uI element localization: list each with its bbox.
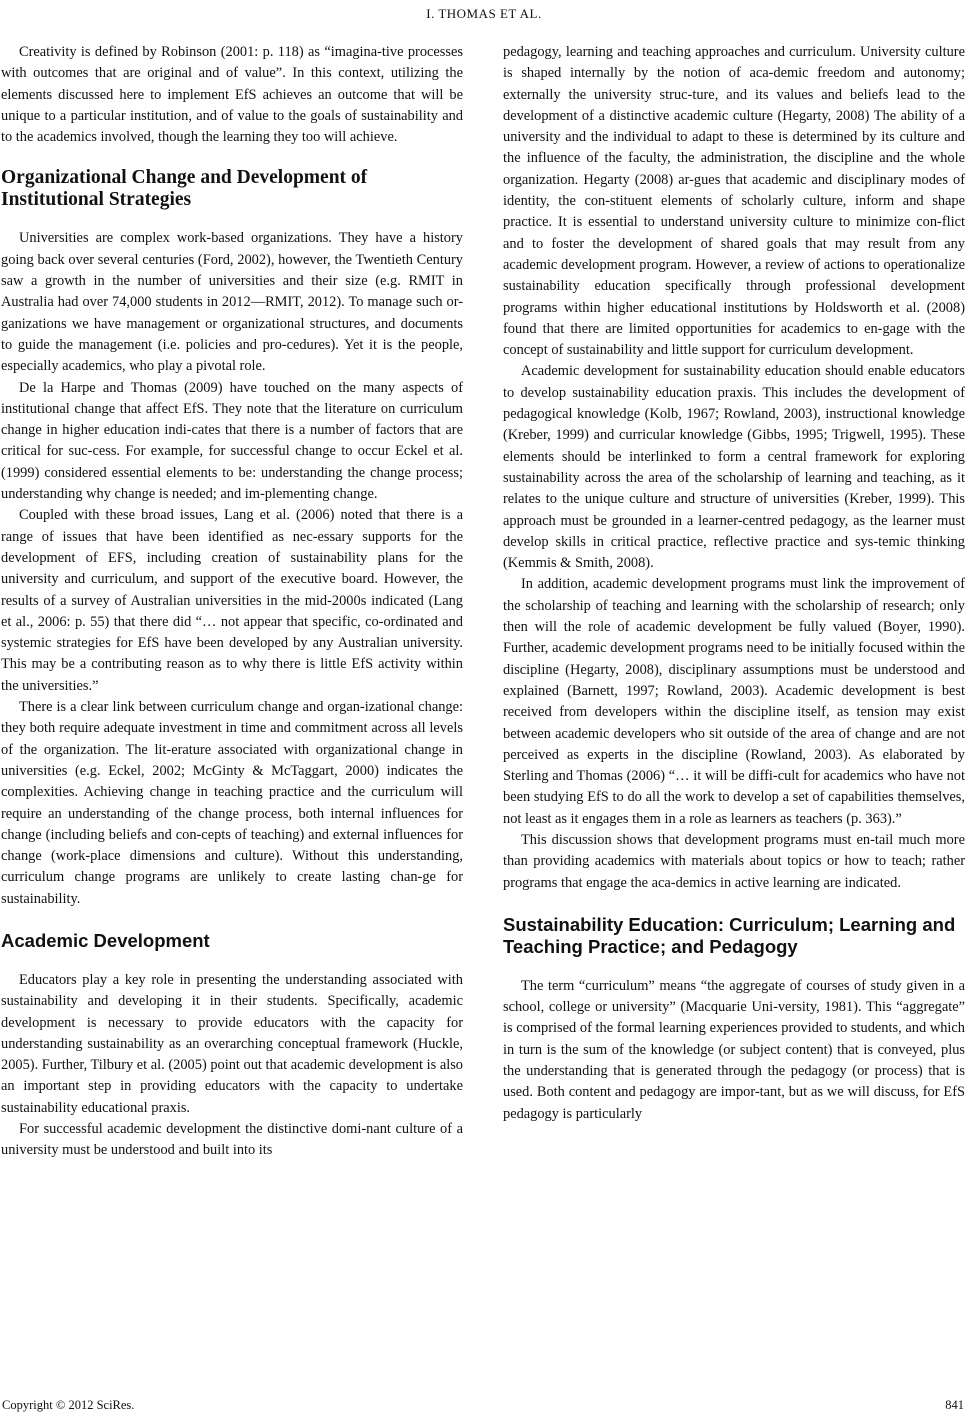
paragraph: pedagogy, learning and teaching approaches and curriculum. University culture is shaped internally by the notion of aca-demic freedom and autonomy; externally the university struc-ture, and its values and beliefs lead to the development of a distinctive academic culture (Hegarty, 2008) The ability of a university and the individual to adapt to these is determined by its culture and the influence of the faculty, the administration, the discipline and the whole organization. Hegarty (2008) ar-gues that academic and disciplinary modes of identity, the con-stituent elements of scholarly culture, inform and shape practice. It is essential to understand university culture to minimize con-flict and to foster the development of shared goals that may result from any academic development program. However, a review of actions to operationalize sustainability education specifically through professional development programs within higher educational institutions by Holdsworth et al. (2008) found that there are limited opportunities for academics to en-gage with the concept of sustainability and little support for curriculum development. — [503, 44, 965, 359]
paragraph: De la Harpe and Thomas (2009) have touched on the many aspects of institutional change that affect EfS. They note that the literature on curriculum change in higher education indi-cates that there is a number of factors that are critical for suc-cess. For example, for successful change to occur Eckel et al. (1999) considered essential elements to be: understanding the change process; understanding why change is needed; and im-plementing change. — [1, 379, 463, 503]
paragraph: Creativity is defined by Robinson (2001: p. 118) as “imagina-tive processes with outcomes that are original and of value”. In this context, utilizing the elements discussed here to implement EfS achieves an outcome that will be unique to a particular institution, and of value to the goals of sustainability and to the academics involved, though the learning they too will achieve. — [1, 44, 463, 146]
paragraph: Academic development for sustainability education should enable educators to develop sustainability education praxis. This includes the development of pedagogical knowledge (Kolb, 1967; Rowland, 2003), instructional knowledge (Kreber, 1999) and curricular knowledge (Gibbs, 1995; Trigwell, 1995). These elements should be interlinked to form a central framework for exploring sustainability across the area of the scholarship of learning and teaching, as it relates to the unique culture and structure of universities (Kreber, 1999). This approach must be grounded in a learner-centred pedagogy, as the learner must develop skills in critical practice, reflective practice and sys-temic thinking (Kemmis & Smith, 2008). — [503, 363, 965, 572]
copyright-notice: Copyright © 2012 SciRes. — [2, 1398, 135, 1412]
section-heading-organizational-change: Organizational Change and Development of Institutional Strategies — [1, 167, 368, 211]
paragraph: Universities are complex work-based organizations. They have a history going back over several centuries (Ford, 2002), however, the Twentieth Century saw a growth in the number of universities and their size (e.g. RMIT in Australia had over 74,000 students in 2012—RMIT, 2012). To manage such or-ganizations we have management or organizational structures, and documents to guide the management (i.e. policies and pro-cedures). Yet it is the people, especially academics, who play a pivotal role. — [1, 230, 463, 375]
running-head: I. THOMAS ET AL. — [426, 6, 542, 21]
left-column — [1, 42, 463, 1162]
section-heading-sustainability-education: Sustainability Education: Curriculum; Learning and Teaching Practice; and Pedagogy — [503, 913, 956, 957]
paragraph: Coupled with these broad issues, Lang et al. (2006) noted that there is a range of issues that have been identified as nec-essary supports for the development of EFS, including creation of sustainability plans for the university and curriculum, and support of the executive board. However, the results of a survey of Australian universities in the mid-2000s indicated (Lang et al., 2006: p. 55) that there did “… not appear that specific, co-ordinated and systemic strategies for EfS have been developed by any Australian university. This may be a contributing reason as to why there is little EfS activity within the universities.” — [1, 507, 463, 694]
paragraph: In addition, academic development programs must link the improvement of the scholarship of teaching and learning with the scholarship of research; only then will the role of academic development be fully valued (Boyer, 1990). Further, academic development programs need to be initially focused within the discipline (Hegarty, 2008), disciplinary assumptions must be understood and explained (Barnett, 1997; Rowland, 2003). Academic development is best received from developers within the discipline itself, as tension may exist between academic developers who sit outside of the area of change and are not perceived as experts in the discipline (Rowland, 2003). As elaborated by Sterling and Thomas (2006) “… it will be diffi-cult for academics who have not been studying EfS to do all the work to develop a set of capabilities themselves, not least as it engages them in a role as learners as teachers (p. 363).” — [503, 576, 965, 827]
page-number: 841 — [945, 1398, 964, 1412]
paragraph: For successful academic development the distinctive domi-nant culture of a university must be understood and built into its — [1, 1121, 463, 1159]
section-heading-academic-development: Academic Development — [1, 929, 210, 951]
right-column — [503, 42, 965, 1125]
paragraph: The term “curriculum” means “the aggregate of courses of study given in a school, college or university” (Macquarie Uni-versity, 1981). This “aggregate” is comprised of the formal learning experiences provided to students, and which in turn is the sum of the knowledge (or subject content) that is conveyed, plus the understanding that is generated through the pedagogy (or process) that is used. Both content and pedagogy are impor-tant, but as we will discuss, for EfS pedagogy is particularly — [503, 977, 965, 1122]
paragraph: This discussion shows that development programs must en-tail much more than providing academics with materials about topics or how to teach; rather programs that engage the aca-demics in active learning are indicated. — [503, 831, 965, 891]
paragraph: Educators play a key role in presenting the understanding associated with sustainability and developing it in their students. Specifically, academic development is necessary to provide educators with the capacity for understanding sustainability as an overarching conceptual framework (Huckle, 2005). Further, Tilbury et al. (2005) point out that academic development is also an important step in providing educators with the capacity to undertake sustainability educational praxis. — [1, 971, 463, 1116]
paragraph: There is a clear link between curriculum change and organ-izational change: they both require adequate investment in time and commitment across all levels of the organization. The lit-erature associated with organizational change in universities (e.g. Eckel, 2002; McGinty & McTaggart, 2000) indicates the complexities. Achieving change in teaching practice and the curriculum will require an understanding of the change process, both internal influences for change (including beliefs and con-cepts of teaching) and external influences for change (work-place dimensions and culture). Without this understanding, curriculum change programs are unlikely to create lasting chan-ge for sustainability. — [1, 699, 463, 907]
